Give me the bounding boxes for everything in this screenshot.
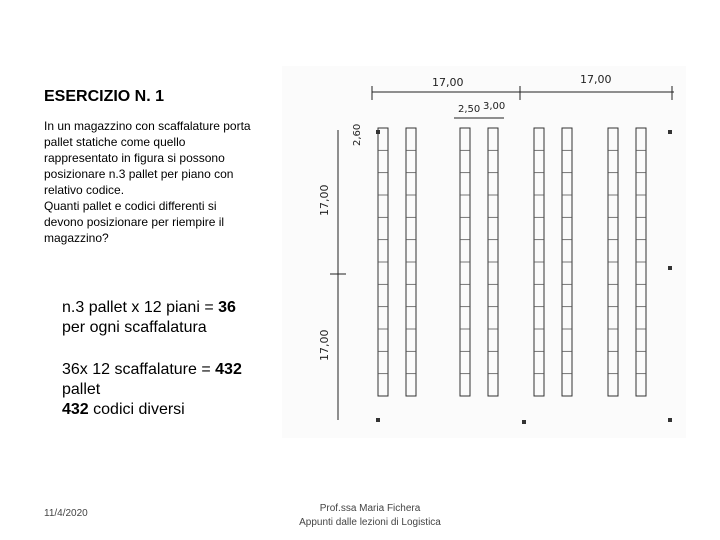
footer-credit <box>270 502 470 530</box>
question-line: rappresentato in figura si possono <box>44 151 225 165</box>
question-line: Quanti pallet e codici differenti si <box>44 199 217 213</box>
dim-height-label: 2,60 <box>352 123 363 146</box>
warehouse-layout-figure <box>282 66 686 438</box>
answer-value-432: 432 <box>215 361 242 378</box>
answer-line-2: per ogni scaffalatura <box>62 319 207 336</box>
answer-line-3: 36x 12 scaffalature = 432 <box>62 361 242 378</box>
dim-top-left-label: 17,00 <box>432 76 464 89</box>
figure-background <box>282 66 686 438</box>
question-line: relativo codice. <box>44 183 125 197</box>
answer-value-36: 36 <box>218 299 236 316</box>
answer-line-1: n.3 pallet x 12 piani = 36 <box>62 299 236 316</box>
structural-pillar <box>668 266 672 270</box>
structural-pillar <box>376 418 380 422</box>
structural-pillar <box>668 130 672 134</box>
warehouse-plan-drawing <box>282 66 686 438</box>
answer-codes-value: 432 <box>62 401 89 418</box>
structural-pillar <box>522 420 526 424</box>
question-line: posizionare n.3 pallet per piano con <box>44 167 234 181</box>
structural-pillar <box>376 130 380 134</box>
dim-aisle-b-label: 3,00 <box>483 101 506 112</box>
dim-side-upper-label: 17,00 <box>318 184 331 216</box>
exercise-answer <box>62 298 262 420</box>
answer-line-4: pallet <box>62 381 101 398</box>
question-line: devono posizionare per riempire il <box>44 215 225 229</box>
exercise-question <box>44 118 276 246</box>
answer-line-5: 432 codici diversi <box>62 401 185 418</box>
footer-author: Prof.ssa Maria Fichera <box>319 503 421 514</box>
question-line: magazzino? <box>44 231 109 245</box>
footer-course: Appunti dalle lezioni di Logistica <box>299 517 441 528</box>
question-line: In un magazzino con scaffalature porta <box>44 119 251 133</box>
dim-top-right-label: 17,00 <box>580 73 612 86</box>
question-line: pallet statiche come quello <box>44 135 186 149</box>
dim-aisle-a-label: 2,50 <box>458 104 481 115</box>
slide-title: ESERCIZIO N. 1 <box>44 88 165 105</box>
footer-date: 11/4/2020 <box>44 508 88 519</box>
structural-pillar <box>668 418 672 422</box>
dim-side-lower-label: 17,00 <box>318 329 331 361</box>
